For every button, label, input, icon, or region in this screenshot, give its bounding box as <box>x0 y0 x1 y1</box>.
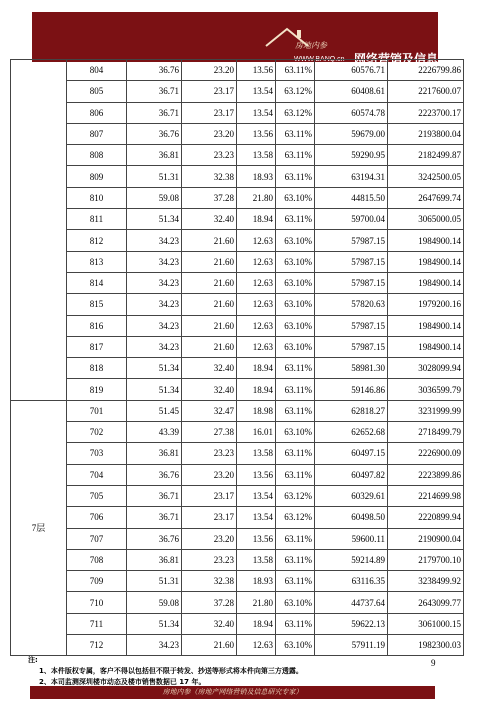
table-cell: 60498.50 <box>315 507 388 528</box>
table-cell: 51.34 <box>127 358 182 379</box>
table-cell: 1979200.16 <box>388 294 464 315</box>
table-cell: 63.11% <box>276 209 315 230</box>
table-cell: 23.23 <box>182 549 237 570</box>
table-cell: 59146.86 <box>315 379 388 400</box>
table-cell: 13.56 <box>237 464 276 485</box>
table-row <box>11 209 464 230</box>
table-cell: 1984900.14 <box>388 315 464 336</box>
table-cell: 32.40 <box>182 379 237 400</box>
room-number-cell: 817 <box>67 336 127 357</box>
table-cell: 51.45 <box>127 400 182 421</box>
table-cell: 57987.15 <box>315 272 388 293</box>
table-cell: 23.20 <box>182 464 237 485</box>
table-cell: 12.63 <box>237 635 276 656</box>
table-cell: 2226900.09 <box>388 443 464 464</box>
room-number-cell: 815 <box>67 294 127 315</box>
table-cell: 32.40 <box>182 613 237 634</box>
table-cell: 51.34 <box>127 209 182 230</box>
table-cell: 60329.61 <box>315 485 388 506</box>
table-cell: 34.23 <box>127 251 182 272</box>
table-cell: 3036599.79 <box>388 379 464 400</box>
site-url: WWW.BANQ.cn <box>294 56 345 63</box>
table-cell: 21.80 <box>237 187 276 208</box>
table-cell: 3242500.05 <box>388 166 464 187</box>
table-row <box>11 485 464 506</box>
room-number-cell: 810 <box>67 187 127 208</box>
table-cell: 63.10% <box>276 592 315 613</box>
table-cell: 36.76 <box>127 528 182 549</box>
page-number: 9 <box>431 658 436 668</box>
table-cell: 60574.78 <box>315 102 388 123</box>
table-cell: 62818.27 <box>315 400 388 421</box>
table-cell: 32.40 <box>182 209 237 230</box>
table-cell: 36.71 <box>127 102 182 123</box>
room-number-cell: 809 <box>67 166 127 187</box>
table-cell: 36.71 <box>127 485 182 506</box>
room-number-cell: 813 <box>67 251 127 272</box>
table-cell: 27.38 <box>182 422 237 443</box>
table-cell: 16.01 <box>237 422 276 443</box>
table-row <box>11 528 464 549</box>
table-cell: 63.10% <box>276 635 315 656</box>
table-cell: 63.11% <box>276 464 315 485</box>
room-number-cell: 703 <box>67 443 127 464</box>
table-cell: 44815.50 <box>315 187 388 208</box>
room-number-cell: 805 <box>67 81 127 102</box>
table-cell: 51.31 <box>127 166 182 187</box>
table-cell: 32.47 <box>182 400 237 421</box>
table-cell: 60497.15 <box>315 443 388 464</box>
table-row <box>11 251 464 272</box>
room-number-cell: 812 <box>67 230 127 251</box>
table-cell: 63.11% <box>276 443 315 464</box>
table-row <box>11 422 464 443</box>
table-cell: 36.81 <box>127 549 182 570</box>
table-cell: 21.80 <box>237 592 276 613</box>
table-cell: 13.54 <box>237 485 276 506</box>
table-cell: 51.34 <box>127 613 182 634</box>
table-cell: 2223899.86 <box>388 464 464 485</box>
table-cell: 3065000.05 <box>388 209 464 230</box>
table-cell: 59.08 <box>127 187 182 208</box>
brand-title: 网络营销及信息研究专家 <box>354 52 486 66</box>
table-cell: 21.60 <box>182 251 237 272</box>
table-cell: 23.17 <box>182 102 237 123</box>
table-cell: 23.20 <box>182 528 237 549</box>
table-cell: 1982300.03 <box>388 635 464 656</box>
table-cell: 63.11% <box>276 549 315 570</box>
table-cell: 37.28 <box>182 187 237 208</box>
table-cell: 3238499.92 <box>388 571 464 592</box>
sales-table <box>10 59 464 656</box>
table-cell: 12.63 <box>237 294 276 315</box>
table-cell: 12.63 <box>237 336 276 357</box>
table-cell: 57987.15 <box>315 336 388 357</box>
table-cell: 63.12% <box>276 102 315 123</box>
table-cell: 57987.15 <box>315 251 388 272</box>
room-number-cell: 712 <box>67 635 127 656</box>
table-cell: 13.54 <box>237 81 276 102</box>
table-cell: 44737.64 <box>315 592 388 613</box>
table-cell: 2223700.17 <box>388 102 464 123</box>
table-row <box>11 507 464 528</box>
note-1: 1、本件版权专属，客户不得以包括但不限于转发、抄送等形式将本件向第三方透露。 <box>39 667 303 675</box>
table-cell: 51.31 <box>127 571 182 592</box>
table-cell: 58981.30 <box>315 358 388 379</box>
table-cell: 63.11% <box>276 528 315 549</box>
table-cell: 23.20 <box>182 60 237 81</box>
footer-notes <box>28 655 421 688</box>
table-cell: 2190900.04 <box>388 528 464 549</box>
room-number-cell: 701 <box>67 400 127 421</box>
table-cell: 63.10% <box>276 251 315 272</box>
table-cell: 63.10% <box>276 422 315 443</box>
table-cell: 2647699.74 <box>388 187 464 208</box>
table-cell: 63.12% <box>276 485 315 506</box>
table-cell: 18.94 <box>237 358 276 379</box>
table-cell: 23.17 <box>182 507 237 528</box>
table-cell: 60408.61 <box>315 81 388 102</box>
table-cell: 63.11% <box>276 123 315 144</box>
table-cell: 1984900.14 <box>388 336 464 357</box>
table-cell: 32.38 <box>182 571 237 592</box>
table-cell: 23.23 <box>182 443 237 464</box>
room-number-cell: 807 <box>67 123 127 144</box>
table-cell: 12.63 <box>237 315 276 336</box>
table-cell: 37.28 <box>182 592 237 613</box>
table-row <box>11 635 464 656</box>
table-cell: 3028099.94 <box>388 358 464 379</box>
table-row <box>11 102 464 123</box>
room-number-cell: 709 <box>67 571 127 592</box>
table-cell: 59214.89 <box>315 549 388 570</box>
table-cell: 13.54 <box>237 102 276 123</box>
table-cell: 2226799.86 <box>388 60 464 81</box>
table-cell: 63.10% <box>276 230 315 251</box>
table-cell: 59.08 <box>127 592 182 613</box>
table-cell: 3061000.15 <box>388 613 464 634</box>
table-cell: 34.23 <box>127 336 182 357</box>
table-cell: 18.93 <box>237 166 276 187</box>
table-cell: 63.11% <box>276 571 315 592</box>
table-row <box>11 358 464 379</box>
room-number-cell: 804 <box>67 60 127 81</box>
table-cell: 36.81 <box>127 443 182 464</box>
table-row <box>11 379 464 400</box>
room-number-cell: 704 <box>67 464 127 485</box>
site-name: 房地内参 <box>295 41 327 50</box>
table-cell: 2179700.10 <box>388 549 464 570</box>
table-row <box>11 443 464 464</box>
table-row <box>11 336 464 357</box>
table-cell: 57987.15 <box>315 230 388 251</box>
table-cell: 23.17 <box>182 81 237 102</box>
table-row <box>11 464 464 485</box>
table-cell: 57911.19 <box>315 635 388 656</box>
table-cell: 36.71 <box>127 507 182 528</box>
room-number-cell: 811 <box>67 209 127 230</box>
table-cell: 21.60 <box>182 294 237 315</box>
room-number-cell: 710 <box>67 592 127 613</box>
table-row <box>11 315 464 336</box>
table-row <box>11 230 464 251</box>
table-cell: 59622.13 <box>315 613 388 634</box>
table-cell: 32.38 <box>182 166 237 187</box>
table-cell: 2718499.79 <box>388 422 464 443</box>
table-cell: 21.60 <box>182 336 237 357</box>
table-cell: 1984900.14 <box>388 230 464 251</box>
table-cell: 59600.11 <box>315 528 388 549</box>
room-number-cell: 814 <box>67 272 127 293</box>
table-cell: 18.98 <box>237 400 276 421</box>
table-row <box>11 294 464 315</box>
table-cell: 2182499.87 <box>388 145 464 166</box>
table-cell: 63.10% <box>276 315 315 336</box>
room-number-cell: 711 <box>67 613 127 634</box>
table-cell: 2193800.04 <box>388 123 464 144</box>
table-cell: 2214699.98 <box>388 485 464 506</box>
table-cell: 13.58 <box>237 443 276 464</box>
table-cell: 18.93 <box>237 571 276 592</box>
table-cell: 1984900.14 <box>388 272 464 293</box>
table-cell: 3231999.99 <box>388 400 464 421</box>
table-cell: 51.34 <box>127 379 182 400</box>
table-row <box>11 187 464 208</box>
room-number-cell: 808 <box>67 145 127 166</box>
table-row <box>11 123 464 144</box>
table-cell: 13.56 <box>237 528 276 549</box>
table-row <box>11 571 464 592</box>
header-banner <box>32 12 486 66</box>
table-cell: 32.40 <box>182 358 237 379</box>
table-cell: 12.63 <box>237 272 276 293</box>
table-cell: 12.63 <box>237 230 276 251</box>
room-number-cell: 707 <box>67 528 127 549</box>
table-cell: 1984900.14 <box>388 251 464 272</box>
table-cell: 2217600.07 <box>388 81 464 102</box>
table-cell: 13.58 <box>237 145 276 166</box>
table-cell: 34.23 <box>127 635 182 656</box>
table-row <box>11 613 464 634</box>
table-cell: 21.60 <box>182 315 237 336</box>
table-cell: 63.12% <box>276 507 315 528</box>
table-row <box>11 145 464 166</box>
table-cell: 36.76 <box>127 123 182 144</box>
table-row <box>11 400 464 421</box>
room-number-cell: 806 <box>67 102 127 123</box>
table-cell: 63.12% <box>276 81 315 102</box>
table-cell: 23.23 <box>182 145 237 166</box>
table-cell: 34.23 <box>127 230 182 251</box>
table-cell: 63.10% <box>276 187 315 208</box>
table-cell: 63.11% <box>276 379 315 400</box>
floor-cell <box>11 60 67 401</box>
room-number-cell: 702 <box>67 422 127 443</box>
table-cell: 60576.71 <box>315 60 388 81</box>
table-cell: 63.11% <box>276 60 315 81</box>
floor-cell: 7层 <box>11 400 67 656</box>
table-cell: 21.60 <box>182 272 237 293</box>
table-cell: 34.23 <box>127 294 182 315</box>
room-number-cell: 705 <box>67 485 127 506</box>
table-cell: 2220899.94 <box>388 507 464 528</box>
room-number-cell: 818 <box>67 358 127 379</box>
table-row <box>11 592 464 613</box>
table-cell: 63.11% <box>276 400 315 421</box>
room-number-cell: 816 <box>67 315 127 336</box>
table-cell: 63.11% <box>276 613 315 634</box>
table-cell: 23.17 <box>182 485 237 506</box>
table-cell: 63116.35 <box>315 571 388 592</box>
table-cell: 63.10% <box>276 336 315 357</box>
table-row <box>11 549 464 570</box>
table-cell: 59290.95 <box>315 145 388 166</box>
footer-bar: 房地内参（房地产网络营销及信息研究专家） <box>30 686 435 699</box>
room-number-cell: 708 <box>67 549 127 570</box>
table-cell: 36.71 <box>127 81 182 102</box>
table-row <box>11 81 464 102</box>
note-2: 2、本司监测深圳楼市动态及楼市销售数据已 17 年。 <box>39 678 206 686</box>
table-row <box>11 272 464 293</box>
room-number-cell: 819 <box>67 379 127 400</box>
table-cell: 18.94 <box>237 613 276 634</box>
table-cell: 12.63 <box>237 251 276 272</box>
table-cell: 21.60 <box>182 230 237 251</box>
table-cell: 13.54 <box>237 507 276 528</box>
table-cell: 13.58 <box>237 549 276 570</box>
table-cell: 36.81 <box>127 145 182 166</box>
table-cell: 63.11% <box>276 145 315 166</box>
table-cell: 63.11% <box>276 166 315 187</box>
table-cell: 63.11% <box>276 358 315 379</box>
table-cell: 36.76 <box>127 464 182 485</box>
table-cell: 13.56 <box>237 60 276 81</box>
table-cell: 57987.15 <box>315 315 388 336</box>
table-cell: 18.94 <box>237 209 276 230</box>
table-row <box>11 60 464 81</box>
table-cell: 43.39 <box>127 422 182 443</box>
room-number-cell: 706 <box>67 507 127 528</box>
table-cell: 34.23 <box>127 272 182 293</box>
table-cell: 21.60 <box>182 635 237 656</box>
table-cell: 60497.82 <box>315 464 388 485</box>
table-cell: 13.56 <box>237 123 276 144</box>
table-cell: 59700.04 <box>315 209 388 230</box>
notes-title: 注: <box>28 656 38 664</box>
table-cell: 18.94 <box>237 379 276 400</box>
table-cell: 36.76 <box>127 60 182 81</box>
table-cell: 59679.00 <box>315 123 388 144</box>
table-cell: 62652.68 <box>315 422 388 443</box>
table-cell: 63194.31 <box>315 166 388 187</box>
table-cell: 63.10% <box>276 272 315 293</box>
table-cell: 2643099.77 <box>388 592 464 613</box>
table-cell: 34.23 <box>127 315 182 336</box>
table-row <box>11 166 464 187</box>
sales-table-body <box>11 60 464 656</box>
table-cell: 63.10% <box>276 294 315 315</box>
table-cell: 23.20 <box>182 123 237 144</box>
table-cell: 57820.63 <box>315 294 388 315</box>
